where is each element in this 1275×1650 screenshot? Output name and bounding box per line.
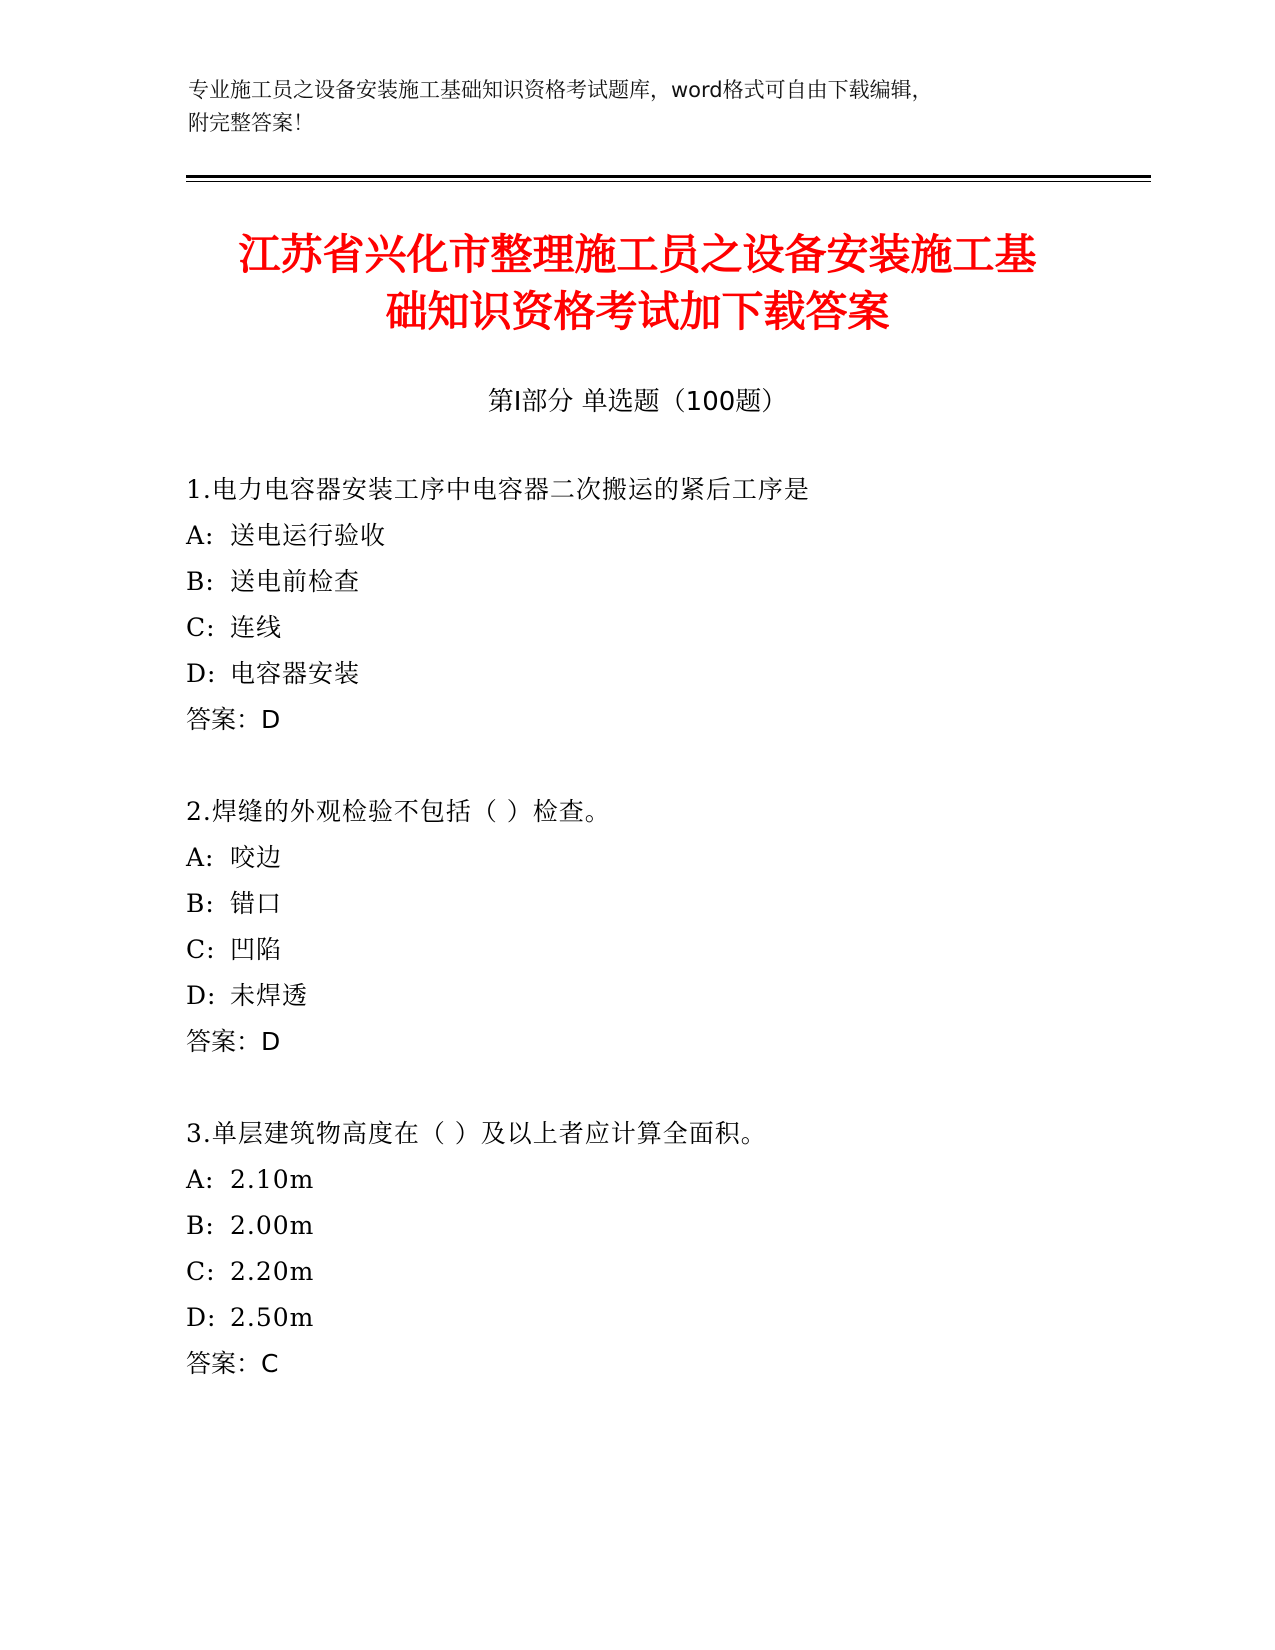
question-2	[186, 789, 1126, 1065]
option-key: B:	[186, 567, 215, 596]
question-3	[186, 1111, 1126, 1387]
answer-line: 答案：D	[186, 705, 281, 734]
header-note	[188, 74, 1088, 140]
option-key: A:	[186, 843, 215, 872]
option-b	[186, 881, 1126, 927]
option-b	[186, 559, 1126, 605]
header-note-line-2: 附完整答案！	[188, 111, 314, 135]
option-d	[186, 651, 1126, 697]
option-key: C:	[186, 1257, 216, 1286]
option-key: A:	[186, 521, 215, 550]
section-heading: 第Ⅰ部分 单选题（100题）	[487, 387, 788, 417]
option-text: 未焊透	[230, 981, 309, 1010]
question-stem: 2.焊缝的外观检验不包括（ ）检查。	[186, 797, 611, 826]
document-title	[150, 226, 1125, 340]
option-key: C:	[186, 935, 216, 964]
document-title-line-2: 础知识资格考试加下载答案	[385, 287, 890, 336]
option-c	[186, 605, 1126, 651]
option-text: 连线	[230, 613, 283, 642]
option-text: 2.50m	[230, 1303, 315, 1332]
header-divider-thick	[186, 175, 1151, 178]
option-key: D:	[186, 981, 217, 1010]
option-key: D:	[186, 1303, 217, 1332]
option-text: 电容器安装	[230, 659, 361, 688]
answer-line: 答案：C	[186, 1349, 279, 1378]
option-key: A:	[186, 1165, 215, 1194]
option-text: 送电运行验收	[230, 521, 387, 550]
document-title-line-1: 江苏省兴化市整理施工员之设备安装施工基	[238, 230, 1037, 279]
header-note-line-1: 专业施工员之设备安装施工基础知识资格考试题库，word格式可自由下载编辑，	[188, 78, 933, 102]
option-key: B:	[186, 1211, 215, 1240]
header-divider-thin	[186, 181, 1151, 182]
question-stem: 1.电力电容器安装工序中电容器二次搬运的紧后工序是	[186, 475, 810, 504]
option-c	[186, 1249, 1126, 1295]
option-c	[186, 927, 1126, 973]
option-key: C:	[186, 613, 216, 642]
answer-line: 答案：D	[186, 1027, 281, 1056]
option-a	[186, 1157, 1126, 1203]
question-stem: 3.单层建筑物高度在（ ）及以上者应计算全面积。	[186, 1119, 767, 1148]
option-a	[186, 835, 1126, 881]
option-text: 2.20m	[230, 1257, 315, 1286]
option-text: 咬边	[230, 843, 283, 872]
option-d	[186, 1295, 1126, 1341]
option-text: 2.00m	[230, 1211, 315, 1240]
option-d	[186, 973, 1126, 1019]
option-b	[186, 1203, 1126, 1249]
option-key: B:	[186, 889, 215, 918]
option-text: 送电前检查	[230, 567, 361, 596]
option-a	[186, 513, 1126, 559]
option-text: 凹陷	[230, 935, 283, 964]
option-text: 2.10m	[230, 1165, 315, 1194]
option-text: 错口	[230, 889, 283, 918]
question-1	[186, 467, 1126, 743]
option-key: D:	[186, 659, 217, 688]
